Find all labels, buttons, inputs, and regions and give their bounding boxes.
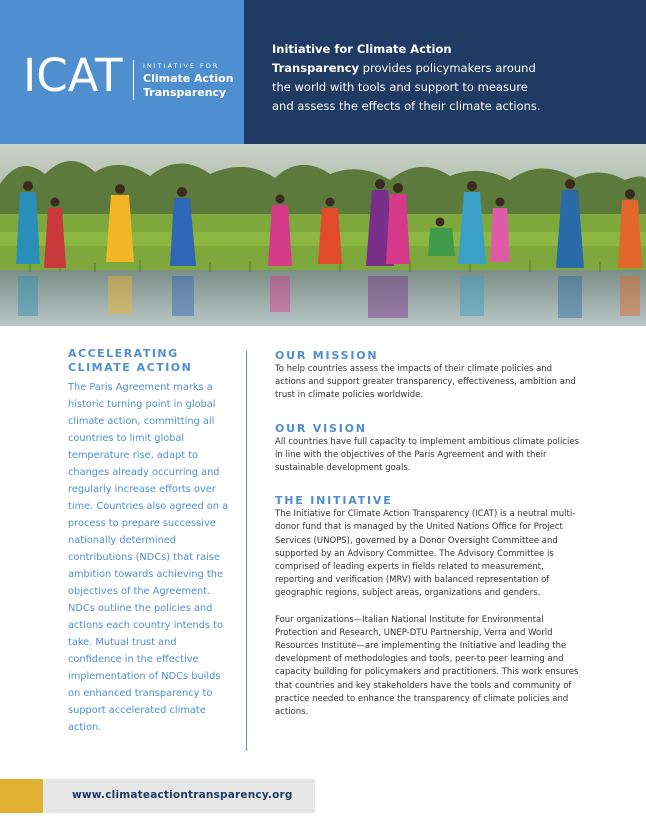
header-logo-panel xyxy=(0,0,244,144)
logo-line2: Climate Action xyxy=(143,72,234,85)
vision-title: OUR VISION xyxy=(275,421,367,435)
intro-body: provides policymakers around the world with tools and support to measure and assess the effects of their climate actions. xyxy=(272,61,541,113)
hero-photo xyxy=(0,144,646,326)
logo-divider xyxy=(133,60,134,100)
initiative-para1: The Initiative for Climate Action Transparency (ICAT) is a neutral multi-donor fund that is managed by the United Nations Office for Project Services (UNOPS), governed by a Donor Oversight Committee and supported by an Advisory Committee. The Advisory Committee is comprised of leading experts in fields related to measurement, reporting and verification (MRV) with balanced representation of geographic regions, subject areas, organizations and genders. xyxy=(275,509,576,599)
initiative-title: THE INITIATIVE xyxy=(275,494,393,508)
initiative-para2: Four organizations—Italian National Institute for Environmental Protection and Research, UNEP-DTU Partnership, Verra and World Resources Institute—are implementing the Initiative and leading the development of methodologies and tools, peer-to peer learning and capacity building for policymakers and practitioners. This work ensures that countries and key stakeholders have the tools and community of practice needed to enhance the transparency of climate policies and actions. xyxy=(275,614,579,718)
logo-line1: INITIATIVE FOR xyxy=(143,62,220,70)
mission-title: OUR MISSION xyxy=(275,349,379,362)
accelerating-body: The Paris Agreement marks a historic turning point in global climate action, committing all countries to limit global temperature rise, adapt to changes already occurring and regularly increase efforts over time. Countries also agreed on a process to prepare successive nationally determined contributions (NDCs) that raise ambition towards achieving the objectives of the Agreement. NDCs outline the policies and actions each country intends to take. Mutual trust and confidence in the effective implementation of NDCs builds on enhanced transparency to support accelerated climate action. xyxy=(68,382,229,733)
footer-accent-bar xyxy=(0,779,43,813)
mission-body: To help countries assess the impacts of their climate policies and actions and support greater transparency, effectiveness, ambition and trust in climate policies worldwide. xyxy=(275,364,576,401)
accelerating-title: ACCELERATING CLIMATE ACTION xyxy=(68,347,193,374)
footer-url-link[interactable]: www.climateactiontransparency.org xyxy=(72,789,293,801)
rice-field-photo-illustration xyxy=(0,144,646,326)
intro-bold: Initiative for Climate Action Transparency xyxy=(272,42,452,75)
logo-line3: Transparency xyxy=(143,86,227,99)
logo-wordmark: ICAT xyxy=(23,49,123,102)
column-divider xyxy=(246,351,247,751)
intro-text xyxy=(272,40,542,116)
right-column xyxy=(275,349,585,719)
vision-body: All countries have full capacity to implement ambitious climate policies in line with the objectives of the Paris Agreement and with their sustainable development goals. xyxy=(275,436,579,474)
left-column xyxy=(68,347,238,736)
